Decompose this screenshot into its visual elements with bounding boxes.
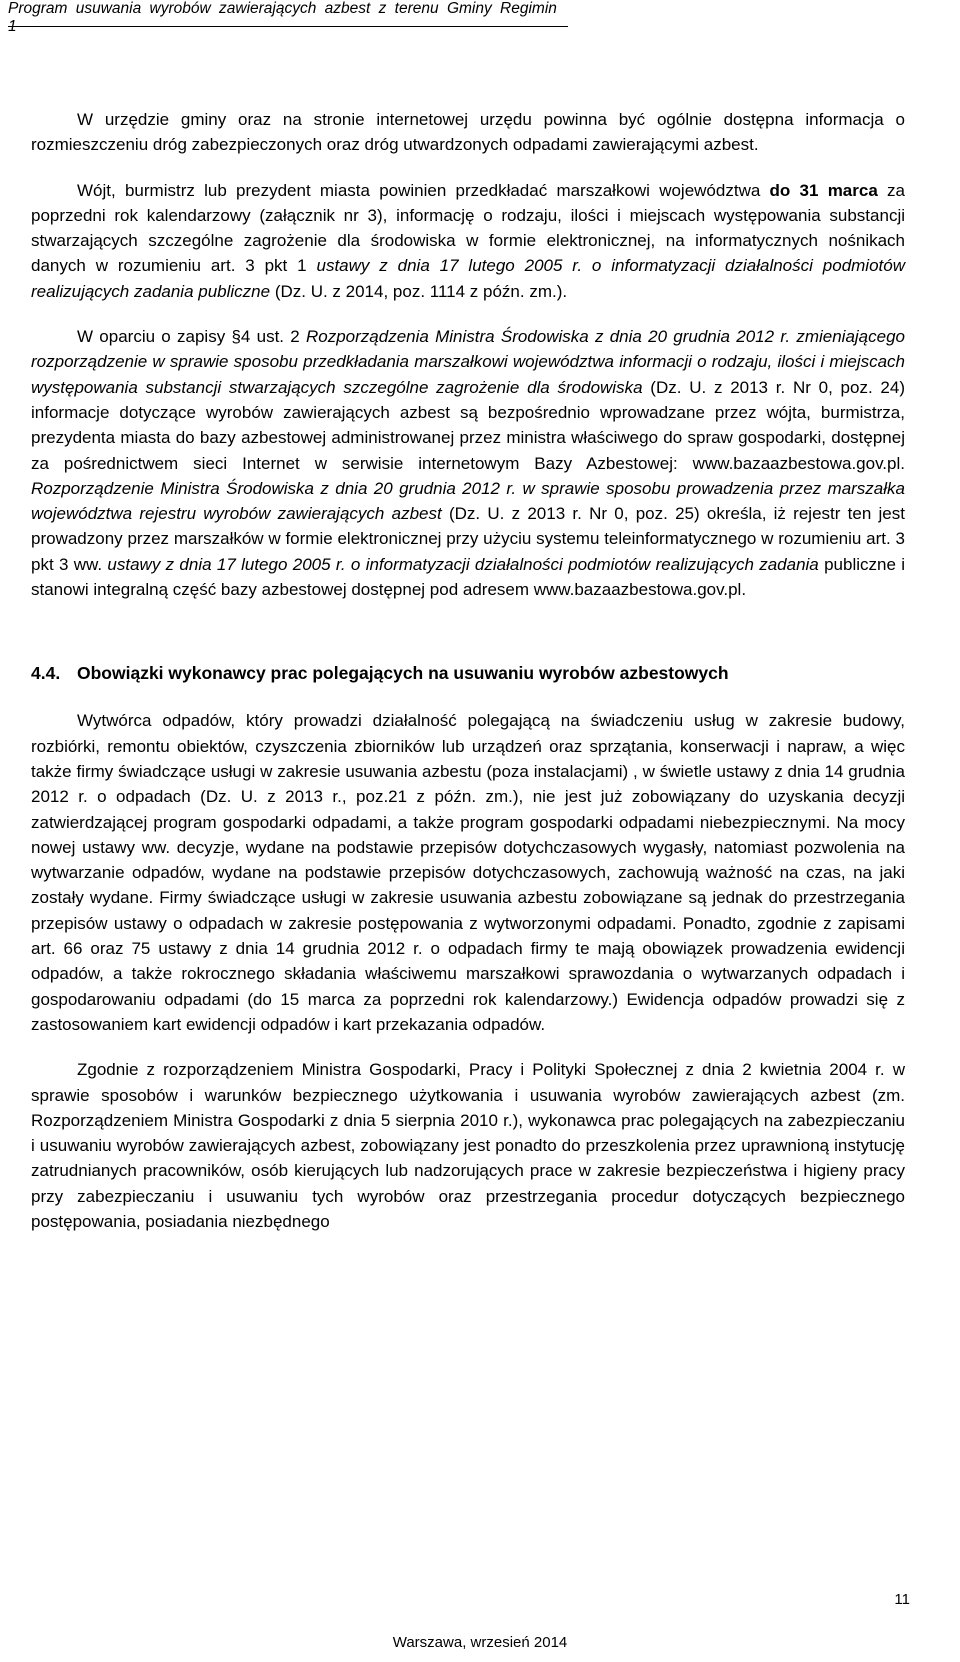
section-title: Obowiązki wykonawcy prac polegających na usuwaniu wyrobów azbestowych (77, 663, 729, 684)
deadline-bold: do 31 marca (769, 180, 878, 200)
act-reference: ustawy z dnia 17 lutego 2005 r. o informatyzacji działalności podmiotów realizujących zadania publiczne (31, 256, 905, 301)
section-heading (31, 660, 905, 686)
paragraph-training: Zgodnie z rozporządzeniem Ministra Gospodarki, Pracy i Polityki Społecznej z dnia 2 kwietnia 2004 r. w sprawie sposobów i warunków bezpiecznego użytkowania i usuwania wyrobów zawierających azbest (zm. Rozporządzeniem Ministra Gospodarki z dnia 5 sierpnia 2010 r.), wykonawca prac polegających na zabezpieczaniu i usuwaniu wyrobów zawierających azbest, zobowiązany jest ponadto do przeszkolenia przez uprawnioną instytucję zatrudnianych pracowników, osób kierujących lub nadzorujących prace w zakresie bezpieczeństwa i higieny pracy przy zabezpieczaniu i usuwaniu tych wyrobów oraz przestrzegania procedur dotyczących bezpiecznego postępowania, posiadania niezbędnego (31, 1060, 905, 1231)
section-number: 4.4. (31, 663, 61, 684)
paragraph-road-info: W urzędzie gminy oraz na stronie internetowej urzędu powinna być ogólnie dostępna informacja o rozmieszczeniu dróg zabezpieczonych oraz dróg utwardzonych odpadami zawierającymi azbest. (31, 110, 905, 155)
act-reference-2: ustawy z dnia 17 lutego 2005 r. o informatyzacji działalności podmiotów realizujących zadania (107, 554, 819, 574)
footer-place-date: Warszawa, wrzesień 2014 (392, 1634, 568, 1651)
page-body (31, 107, 905, 1234)
page-number: 11 (894, 1591, 910, 1608)
paragraph-asbestos-database: W oparciu o zapisy §4 ust. 2 Rozporządzenia Ministra Środowiska z dnia 20 grudnia 2012 r. zmieniającego rozporządzenie w sprawie sposobu przedkładania marszałkowi województwa informacji o rodzaju, ilości i miejscach występowania substancji stwarzających szczególne zagrożenie dla środowiska (Dz. U. z 2013 r. Nr 0, poz. 24) informacje dotyczące wyrobów zawierających azbest są bezpośrednio wprowadzane przez wójta, burmistrza, prezydenta miasta do bazy azbestowej administrowanej przez ministra właściwego do spraw gospodarki, dostępnej za pośrednictwem sieci Internet w serwisie internetowym Bazy Azbestowej: www.bazaazbestowa.gov.pl. Rozporządzenie Ministra Środowiska z dnia 20 grudnia 2012 r. w sprawie sposobu prowadzenia przez marszałka województwa rejestru wyrobów zawierających azbest (Dz. U. z 2013 r. Nr 0, poz. 25) określa, iż rejestr ten jest prowadzony przez marszałków w formie elektronicznej przy użyciu systemu teleinformatycznego w rozumieniu art. 3 pkt 3 ww. ustawy z dnia 17 lutego 2005 r. o informatyzacji działalności podmiotów realizujących zadania publiczne i stanowi integralną część bazy azbestowej dostępnej pod adresem www.bazaazbestowa.gov.pl. (31, 327, 905, 600)
paragraph-contractor-duties: Wytwórca odpadów, który prowadzi działalność polegającą na świadczeniu usług w zakresie budowy, rozbiórki, remontu obiektów, czyszczenia zbiorników lub urządzeń oraz sprzątania, konserwacji i napraw, a więc także firmy świadczące usługi w zakresie usuwania azbestu (poza instalacjami) , w świetle ustawy z dnia 14 grudnia 2012 r. o odpadach (Dz. U. z 2013 r., poz.21 z późn. zm.), nie jest już zobowiązany do uzyskania decyzji zatwierdzającej program gospodarki odpadami, a także program gospodarki odpadami niebezpiecznymi. Na mocy nowej ustawy ww. decyzje, wydane na podstawie przepisów dotychczasowych wygasły, natomiast pozwolenia na wytwarzanie odpadów, wydane na podstawie przepisów dotychczasowych, zachowują ważność na czas, na jaki zostały wydane. Firmy świadczące usługi w zakresie usuwania azbestu zobowiązane są jednak do przestrzegania przepisów ustawy o odpadach w zakresie postępowania z wytworzonymi odpadami. Ponadto, zgodnie z zapisami art. 66 oraz 75 ustawy z dnia 14 grudnia 2012 r. o odpadach firmy te mają obowiązek prowadzenia ewidencji odpadów, a także rokrocznego składania właściwemu marszałkowi sprawozdania o wytwarzanych odpadach i gospodarowaniu odpadami (do 15 marca za poprzedni rok kalendarzowy.) Ewidencja odpadów prowadzi się z zastosowaniem kart ewidencji odpadów i kart przekazania odpadów. (31, 711, 905, 1034)
regulation-reference-1: Rozporządzenia Ministra Środowiska z dnia 20 grudnia 2012 r. zmieniającego rozporządzenie w sprawie sposobu przedkładania marszałkowi województwa informacji o rodzaju, ilości i miejscach występowania substancji stwarzających szczególne zagrożenie dla środowiska (31, 327, 905, 397)
regulation-reference-2: Rozporządzenie Ministra Środowiska z dnia 20 grudnia 2012 r. w sprawie sposobu prowadzenia przez marszałka województwa rejestru wyrobów zawierających azbest (31, 478, 905, 524)
paragraph-reporting: Wójt, burmistrz lub prezydent miasta powinien przedkładać marszałkowi województwa do 31 marca za poprzedni rok kalendarzowy (załącznik nr 3), informację o rodzaju, ilości i miejscach występowania substancji stwarzających szczególne zagrożenie dla środowiska w formie elektronicznej, na informatycznych nośnikach danych w rozumieniu art. 3 pkt 1 ustawy z dnia 17 lutego 2005 r. o informatyzacji działalności podmiotów realizujących zadania publiczne (Dz. U. z 2014, poz. 1114 z późn. zm.). (31, 180, 905, 301)
header-title: Program usuwania wyrobów zawierających azbest z terenu Gminy Regimin 1 (8, 0, 557, 35)
running-header (8, 0, 568, 35)
